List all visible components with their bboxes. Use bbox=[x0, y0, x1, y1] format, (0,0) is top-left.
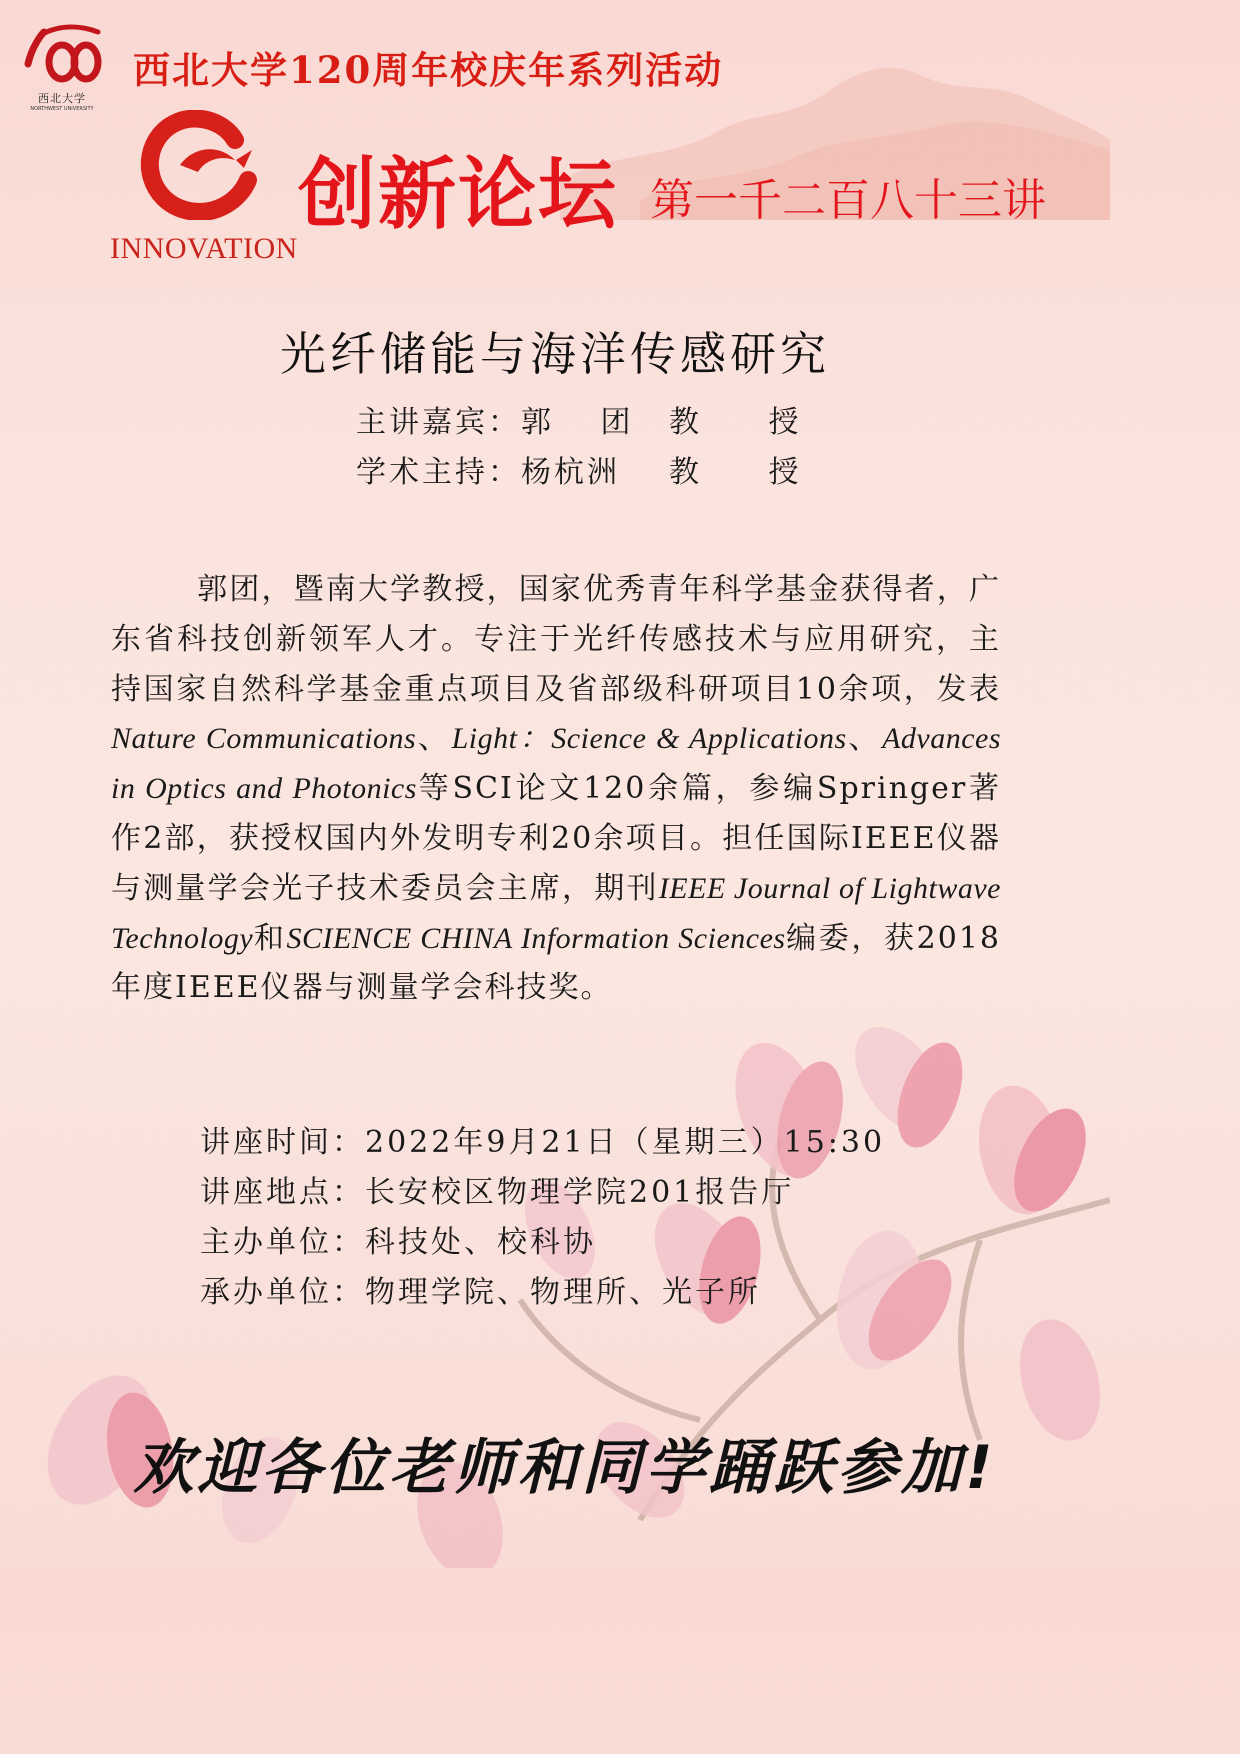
university-name-small: 西北大学 bbox=[38, 92, 86, 105]
host-unit-value: 物理学院、物理所、光子所 bbox=[365, 1275, 761, 1310]
innovation-forum-logo-icon bbox=[140, 110, 260, 220]
bio-text-3: 编委，获2018年度IEEE仪器与测量学会科技奖。 bbox=[111, 920, 1002, 1006]
time-value: 2022年9月21日（星期三）15:30 bbox=[365, 1125, 886, 1160]
speaker-label: 主讲嘉宾： bbox=[356, 405, 521, 440]
host-row bbox=[356, 448, 829, 498]
bio-text-2: 等SCI论文120余篇，参编Springer著作2部，获授权国内外发明专利20余项目。担任国际IEEE仪器与测量学会光子技术委员会主席，期刊 bbox=[111, 771, 1001, 906]
northwest-university-120-logo bbox=[22, 24, 102, 120]
host-name: 杨杭洲 bbox=[521, 455, 620, 490]
speaker-row bbox=[356, 398, 829, 448]
bio-text-1: 郭团，暨南大学教授，国家优秀青年科学基金获得者，广东省科技创新领军人才。专注于光纤传感技术与应用研究，主持国家自然科学基金重点项目及省部级科研项目10余项，发表 bbox=[111, 572, 1001, 707]
speaker-name: 郭 团 bbox=[521, 405, 651, 440]
bio-sep-2: 、 bbox=[846, 721, 883, 757]
lecture-time-row bbox=[200, 1118, 885, 1168]
forum-title: 创新论坛 bbox=[298, 150, 619, 240]
talk-title: 光纤储能与海洋传感研究 bbox=[280, 327, 830, 381]
lecture-number: 第一千二百八十三讲 bbox=[650, 175, 1046, 226]
speaker-host-block bbox=[356, 398, 829, 498]
organizer-value: 科技处、校科协 bbox=[365, 1225, 596, 1260]
host-label: 学术主持： bbox=[356, 455, 521, 490]
bio-sep-1: 、 bbox=[416, 721, 452, 757]
journal-ieee-lightwave-technology: IEEE Journal of Lightwave Technology bbox=[111, 871, 1001, 955]
lecture-info bbox=[200, 1118, 885, 1318]
time-label: 讲座时间： bbox=[200, 1125, 365, 1160]
journal-nature-communications: Nature Communications bbox=[111, 722, 417, 756]
anniversary-series-title: 西北大学120周年校庆年系列活动 bbox=[133, 48, 724, 92]
journal-science-china-info-sciences: SCIENCE CHINA Information Sciences bbox=[286, 921, 786, 955]
speaker-title: 教 授 bbox=[669, 405, 829, 440]
journal-advances-optics-photonics: Advances in Optics and Photonics bbox=[111, 722, 1002, 806]
host-unit-label: 承办单位： bbox=[200, 1275, 365, 1310]
place-value: 长安校区物理学院201报告厅 bbox=[365, 1175, 795, 1210]
anniversary-120-icon bbox=[22, 24, 102, 88]
place-label: 讲座地点： bbox=[200, 1175, 365, 1210]
organizer-row bbox=[200, 1218, 885, 1268]
host-title: 教 授 bbox=[669, 455, 829, 490]
organizer-label: 主办单位： bbox=[200, 1225, 365, 1260]
bio-sep-3: 和 bbox=[253, 920, 287, 956]
innovation-label: INNOVATION bbox=[110, 232, 298, 265]
speaker-biography bbox=[111, 565, 1001, 1013]
lecture-place-row bbox=[200, 1168, 885, 1218]
journal-light-science-applications: Light：Science & Applications bbox=[451, 722, 847, 756]
university-name-english: NORTHWEST UNIVERSITY bbox=[30, 106, 94, 112]
welcome-message: 欢迎各位老师和同学踊跃参加! bbox=[133, 1433, 997, 1503]
host-unit-row bbox=[200, 1268, 885, 1318]
